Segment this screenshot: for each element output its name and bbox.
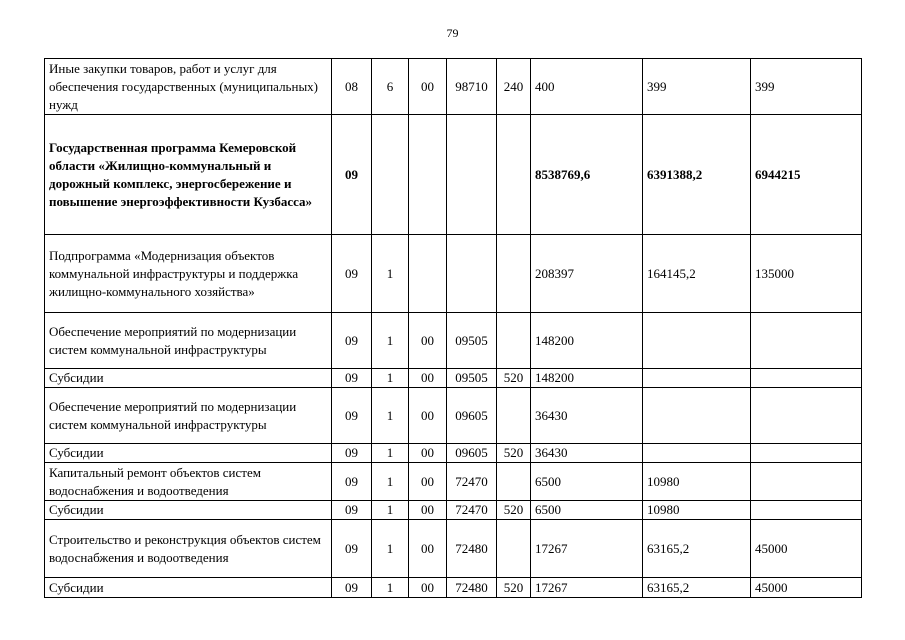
item-name: Обеспечение мероприятий по модернизации систем коммунальной инфраструктуры	[45, 313, 332, 369]
direction-code: 09505	[447, 369, 497, 388]
expense-type-code	[497, 235, 531, 313]
item-name: Капитальный ремонт объектов систем водоснабжения и водоотведения	[45, 463, 332, 501]
amount-year-1: 6500	[531, 463, 643, 501]
amount-year-2	[643, 313, 751, 369]
direction-code: 09605	[447, 388, 497, 444]
table-row	[45, 235, 862, 313]
direction-code: 09605	[447, 444, 497, 463]
amount-year-2: 63165,2	[643, 520, 751, 578]
item-name: Субсидии	[45, 369, 332, 388]
expense-type-code: 520	[497, 444, 531, 463]
amount-year-2: 63165,2	[643, 578, 751, 598]
section-code: 09	[332, 578, 372, 598]
amount-year-3	[751, 501, 862, 520]
subprogram-code	[409, 115, 447, 235]
amount-year-3: 135000	[751, 235, 862, 313]
direction-code: 09505	[447, 313, 497, 369]
section-code: 09	[332, 369, 372, 388]
program-code: 1	[372, 501, 409, 520]
subprogram-code: 00	[409, 444, 447, 463]
section-code: 09	[332, 313, 372, 369]
amount-year-3	[751, 463, 862, 501]
subprogram-code: 00	[409, 313, 447, 369]
section-code: 09	[332, 463, 372, 501]
amount-year-2: 10980	[643, 501, 751, 520]
subprogram-code: 00	[409, 59, 447, 115]
amount-year-1: 148200	[531, 313, 643, 369]
section-code: 09	[332, 388, 372, 444]
item-name: Субсидии	[45, 578, 332, 598]
section-code: 09	[332, 444, 372, 463]
subprogram-code: 00	[409, 369, 447, 388]
expense-type-code: 520	[497, 578, 531, 598]
item-name: Государственная программа Кемеровской области «Жилищно-коммунальный и дорожный комплекс, энергосбережение и повышение энергоэффективности Кузбасса»	[45, 115, 332, 235]
amount-year-2: 399	[643, 59, 751, 115]
table-row	[45, 115, 862, 235]
amount-year-3	[751, 388, 862, 444]
expense-type-code	[497, 388, 531, 444]
amount-year-1: 208397	[531, 235, 643, 313]
subprogram-code: 00	[409, 501, 447, 520]
amount-year-1: 36430	[531, 388, 643, 444]
table-row	[45, 578, 862, 598]
program-code: 1	[372, 578, 409, 598]
table-row	[45, 520, 862, 578]
table-row	[45, 388, 862, 444]
section-code: 09	[332, 235, 372, 313]
program-code: 1	[372, 388, 409, 444]
direction-code: 72470	[447, 501, 497, 520]
subprogram-code: 00	[409, 463, 447, 501]
subprogram-code: 00	[409, 388, 447, 444]
direction-code: 72480	[447, 578, 497, 598]
program-code: 1	[372, 369, 409, 388]
program-code: 1	[372, 313, 409, 369]
expense-type-code: 520	[497, 501, 531, 520]
subprogram-code	[409, 235, 447, 313]
direction-code	[447, 115, 497, 235]
expense-type-code	[497, 115, 531, 235]
amount-year-3	[751, 313, 862, 369]
expense-type-code: 520	[497, 369, 531, 388]
amount-year-2: 164145,2	[643, 235, 751, 313]
section-code: 09	[332, 520, 372, 578]
amount-year-1: 6500	[531, 501, 643, 520]
direction-code: 98710	[447, 59, 497, 115]
subprogram-code: 00	[409, 520, 447, 578]
amount-year-3: 6944215	[751, 115, 862, 235]
program-code: 1	[372, 463, 409, 501]
page-number: 79	[446, 26, 459, 40]
amount-year-1: 36430	[531, 444, 643, 463]
item-name: Субсидии	[45, 501, 332, 520]
item-name: Обеспечение мероприятий по модернизации систем коммунальной инфраструктуры	[45, 388, 332, 444]
table-row	[45, 444, 862, 463]
amount-year-2: 10980	[643, 463, 751, 501]
amount-year-3	[751, 444, 862, 463]
direction-code: 72470	[447, 463, 497, 501]
program-code	[372, 115, 409, 235]
item-name: Иные закупки товаров, работ и услуг для обеспечения государственных (муниципальных) нужд	[45, 59, 332, 115]
subprogram-code: 00	[409, 578, 447, 598]
program-code: 1	[372, 520, 409, 578]
amount-year-3: 45000	[751, 520, 862, 578]
amount-year-3: 399	[751, 59, 862, 115]
section-code: 08	[332, 59, 372, 115]
amount-year-2: 6391388,2	[643, 115, 751, 235]
expense-type-code	[497, 520, 531, 578]
amount-year-1: 148200	[531, 369, 643, 388]
table-row	[45, 463, 862, 501]
amount-year-1: 8538769,6	[531, 115, 643, 235]
item-name: Строительство и реконструкция объектов систем водоснабжения и водоотведения	[45, 520, 332, 578]
section-code: 09	[332, 501, 372, 520]
amount-year-1: 17267	[531, 520, 643, 578]
amount-year-2	[643, 388, 751, 444]
direction-code	[447, 235, 497, 313]
table-row	[45, 313, 862, 369]
expense-type-code	[497, 463, 531, 501]
program-code: 6	[372, 59, 409, 115]
item-name: Подпрограмма «Модернизация объектов коммунальной инфраструктуры и поддержка жилищно-коммунального хозяйства»	[45, 235, 332, 313]
table-row	[45, 501, 862, 520]
direction-code: 72480	[447, 520, 497, 578]
amount-year-2	[643, 444, 751, 463]
amount-year-2	[643, 369, 751, 388]
expense-type-code: 240	[497, 59, 531, 115]
section-code: 09	[332, 115, 372, 235]
amount-year-3: 45000	[751, 578, 862, 598]
program-code: 1	[372, 444, 409, 463]
item-name: Субсидии	[45, 444, 332, 463]
amount-year-3	[751, 369, 862, 388]
amount-year-1: 17267	[531, 578, 643, 598]
expense-type-code	[497, 313, 531, 369]
table-row	[45, 369, 862, 388]
program-code: 1	[372, 235, 409, 313]
amount-year-1: 400	[531, 59, 643, 115]
budget-table	[44, 58, 862, 598]
table-row	[45, 59, 862, 115]
